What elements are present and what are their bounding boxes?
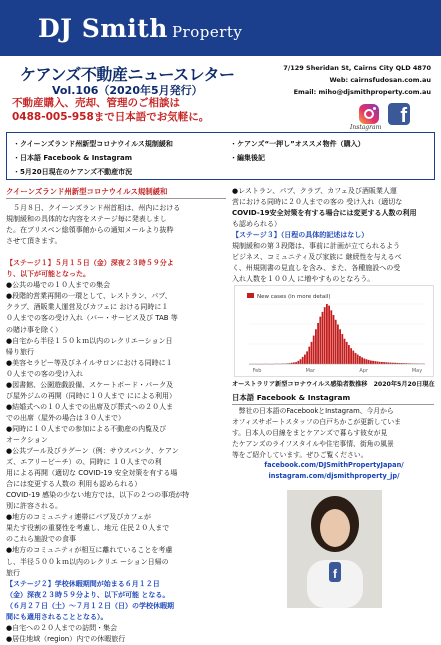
- list-item: ●段階的営業再開の一環として、レストラン、パブ、: [6, 291, 226, 302]
- list-item: 合には変更する人数の 利用も認められる）: [6, 479, 226, 490]
- x-tick-label: Mar: [306, 368, 316, 374]
- newsletter-title: ケアンズ不動産ニュースレター: [20, 62, 234, 85]
- newsletter-volume: Vol.106（2020年5月発行）: [52, 82, 203, 98]
- toc-item: ・編集後記: [230, 153, 265, 163]
- list-item: ●公共プール及びラグーン（例：サウスバンク、ケアン: [6, 446, 226, 457]
- intro-line: た。在ブリスベン総領事館からの通知メールより抜粋: [6, 225, 226, 236]
- stage2-title: 間にも適用されることとなる）。: [6, 612, 226, 623]
- body-line: く、州規則書の見直しを含み、また、各種施設への受: [232, 263, 438, 274]
- x-tick-label: Apr: [359, 368, 369, 374]
- right-article: [232, 186, 438, 285]
- address-text: 7/129 Sheridan St, Cairns City QLD 4870: [255, 62, 431, 74]
- chart-bar: [319, 317, 321, 364]
- list-item: ●美容セラピー等及びネイルサロンにおける同時に１: [6, 358, 226, 369]
- sns-line: 等をご紹介しています。ぜひご覧ください。: [232, 450, 436, 461]
- chart-bar: [302, 357, 304, 364]
- toc-item: ・クイーンズランド州新型コロナウイルス規制緩和: [13, 139, 173, 149]
- instagram-url-link[interactable]: instagram.com/djsmithproperty_jp/: [232, 471, 436, 482]
- body-line: COVID-19安全対策を有する場合には変更する人数の利用: [232, 208, 438, 219]
- body-line: も認められる）: [232, 219, 438, 230]
- chart-bar: [315, 329, 317, 364]
- section-heading: クイーンズランド州新型コロナウイルス規制緩和: [6, 186, 226, 199]
- sns-links: [232, 460, 436, 482]
- list-item: ●自宅への２０人までの訪問・集会: [6, 623, 226, 634]
- chart-bar: [370, 361, 372, 364]
- body-line: 規制緩和の第３段階は、事前に計画が立てられるよう: [232, 241, 438, 252]
- promo-line: 不動産購入、売却、管理のご相談は: [12, 96, 212, 110]
- list-item: 果たす役割の重要性を考慮し、地元 住民２０人まで: [6, 523, 226, 534]
- legend-label: New cases (in more detail): [257, 294, 331, 300]
- stage1-title: り、以下が可能となった。: [6, 269, 226, 280]
- chart-bar: [300, 359, 302, 364]
- svg-text:f: f: [333, 567, 338, 581]
- masthead: [0, 0, 441, 56]
- list-item: し、半径５００ｋｍ以内のレクリエ ーション日帰の: [6, 557, 226, 568]
- list-item: COVID-19 感染の少ない地方では、以下の２つの事項が特: [6, 490, 226, 501]
- chart-bar: [317, 323, 319, 364]
- email-link[interactable]: Email: miho@djsmithproperty.com.au: [255, 88, 431, 96]
- instagram-icon[interactable]: [359, 104, 379, 124]
- sns-heading: 日本語 Facebook & Instagram: [232, 392, 434, 405]
- intro-line: させて頂きます。: [6, 236, 226, 247]
- chart-bar: [361, 357, 363, 364]
- sns-body: [232, 406, 436, 461]
- stage2-title: （６月２７日（土）〜７月１２日（日）の学校休暇期: [6, 601, 226, 612]
- chart-bar: [359, 356, 361, 364]
- chart-bar: [346, 342, 348, 364]
- body-line: ●レストラン、パブ、クラブ、カフェ及び酒販業人運: [232, 186, 438, 197]
- brand-logo: [38, 14, 242, 43]
- chart-bar: [377, 361, 379, 364]
- chart-bar: [337, 325, 339, 364]
- chart-bar: [328, 306, 330, 364]
- list-item: ●地方のコミュニティが相互に離れていることを考慮: [6, 545, 226, 556]
- stage1-title: 【ステージ１】５月１５日（金）深夜２３時５９分よ: [6, 258, 226, 269]
- list-item: ●地方のコミュニティ連帯にパブ及びカフェが: [6, 512, 226, 523]
- stage3-title: 【ステージ３】（日程の具体的記述はなし）: [232, 230, 438, 241]
- chart-bar: [352, 351, 354, 364]
- list-item: 旅行: [6, 568, 226, 579]
- brand-suffix: Property: [172, 23, 242, 41]
- chart-bar: [335, 320, 337, 364]
- chart-bar: [308, 347, 310, 364]
- chart-bar: [311, 342, 313, 364]
- chart-bar: [372, 361, 374, 364]
- sns-line: す。日本人の目線をまとケアンズで暮らす彼女が見: [232, 428, 436, 439]
- list-item: 別に許容される。: [6, 501, 226, 512]
- contact-block: [255, 62, 431, 86]
- list-item: ズ、エアリービーチ）の、同時に １０人までの利: [6, 457, 226, 468]
- stage2-title: 【ステージ２】学校休暇期間が始まる６月１２日: [6, 579, 226, 590]
- promo-text: [12, 96, 212, 124]
- chart-bar: [324, 307, 326, 364]
- facebook-icon[interactable]: f: [388, 103, 410, 125]
- chart-bar: [339, 329, 341, 364]
- table-of-contents: [6, 132, 435, 180]
- list-item: ●居住地域（region）内での休暇旅行: [6, 634, 226, 645]
- chart-bar: [368, 360, 370, 364]
- toc-item: ・日本語 Facebook & Instagram: [13, 153, 132, 163]
- chart-bar: [330, 310, 332, 364]
- chart-bar: [341, 334, 343, 364]
- toc-item: ・5月20日現在のケアンズ不動産市況: [13, 167, 132, 177]
- list-item: ●公共の場での１０人までの集会: [6, 280, 226, 291]
- body-line: 入れ人数を１００人 に増やすものとなろう。: [232, 274, 438, 285]
- chart-bar: [374, 361, 376, 364]
- chart-bar: [326, 304, 328, 364]
- body-line: ビジネス、コミュニティ及び家族に 継続性を与えるべ: [232, 252, 438, 263]
- list-item: ●自宅から半径１５０ｋｍ以内のレクリエーション日: [6, 336, 226, 347]
- chart-bar: [357, 355, 359, 364]
- chart-bar: [333, 315, 335, 364]
- case-chart: [234, 285, 434, 377]
- brand-name: DJ Smith: [38, 14, 168, 43]
- list-item: ０人までの客の受け入れ: [6, 369, 226, 380]
- sns-line: 弊社の日本語のFacebookとInstagram、今月から: [232, 406, 436, 417]
- instagram-caption: Instagram: [350, 124, 381, 131]
- list-item: オークション: [6, 435, 226, 446]
- chart-bar: [363, 358, 365, 364]
- left-article: [6, 186, 226, 645]
- list-item: ●図書館、公園遊戯設備、スケートボード・パーク及: [6, 380, 226, 391]
- intro-line: ５月８日、クイーンズランド州首相は、州内における: [6, 203, 226, 214]
- chart-bar: [355, 353, 357, 364]
- legend-swatch: [247, 293, 254, 298]
- promo-line: 0488-005-958まで日本語でお気軽に。: [12, 110, 212, 124]
- x-tick-label: Feb: [253, 368, 262, 374]
- list-item: の賭け事を除く）: [6, 325, 226, 336]
- web-link[interactable]: Web: cairnsfudosan.com.au: [255, 74, 431, 86]
- chart-caption: オーストラリア新型コロナウイルス感染者数推移 2020年5月20日現在: [232, 379, 435, 388]
- list-item: 帰り旅行: [6, 347, 226, 358]
- list-item: クラブ、酒販業人運営及びカフェに おける同時に１: [6, 302, 226, 313]
- chart-bar: [304, 355, 306, 364]
- x-tick-label: May: [412, 368, 422, 374]
- intro-line: 規制緩和の具体的な内容をステージ毎に発表しまし: [6, 214, 226, 225]
- chart-bar: [381, 362, 383, 364]
- list-item: ０人までの客の受け入れ（バー・サービス及び TAB 等: [6, 313, 226, 324]
- chart-bar: [366, 359, 368, 364]
- chart-bar: [344, 339, 346, 364]
- toc-item: ・ケアンズ“一押し”オススメ物件（購入）: [230, 139, 365, 149]
- chart-bar: [306, 351, 308, 364]
- sns-line: オフィスサポートスタッフの白戸ちかこが更新していま: [232, 417, 436, 428]
- list-item: ●同時に１０人までの参加による不動産の内覧及び: [6, 424, 226, 435]
- chart-bar: [348, 345, 350, 364]
- chart-bar: [322, 312, 324, 364]
- list-item: のこれら施設での食事: [6, 534, 226, 545]
- chart-svg: [235, 286, 433, 376]
- stage2-title: （金）深夜２３時５９分より、以下が可能 となる。: [6, 590, 226, 601]
- list-item: ●結婚式への１０人までの出席及び葬式への２０人ま: [6, 402, 226, 413]
- list-item: 用による再開（適切な COVID-19 安全対策を有する場: [6, 468, 226, 479]
- chart-bar: [379, 362, 381, 364]
- sns-line: たケアンズのライフスタイルや住宅事情、街角の風景: [232, 439, 436, 450]
- staff-portrait-image: [287, 490, 382, 608]
- list-item: での出席（屋外の場合は３０人まで）: [6, 413, 226, 424]
- chart-bar: [350, 348, 352, 364]
- list-item: び屋外ジムの再開（同時に１０人まで にによる利用）: [6, 391, 226, 402]
- chart-bar: [297, 361, 299, 364]
- chart-bar: [313, 336, 315, 364]
- body-line: 営における同時に２０人までの客の 受け入れ（適切な: [232, 197, 438, 208]
- facebook-url-link[interactable]: facebook.com/DJSmithPropertyJapan/: [232, 460, 436, 471]
- staff-photo: [287, 490, 382, 608]
